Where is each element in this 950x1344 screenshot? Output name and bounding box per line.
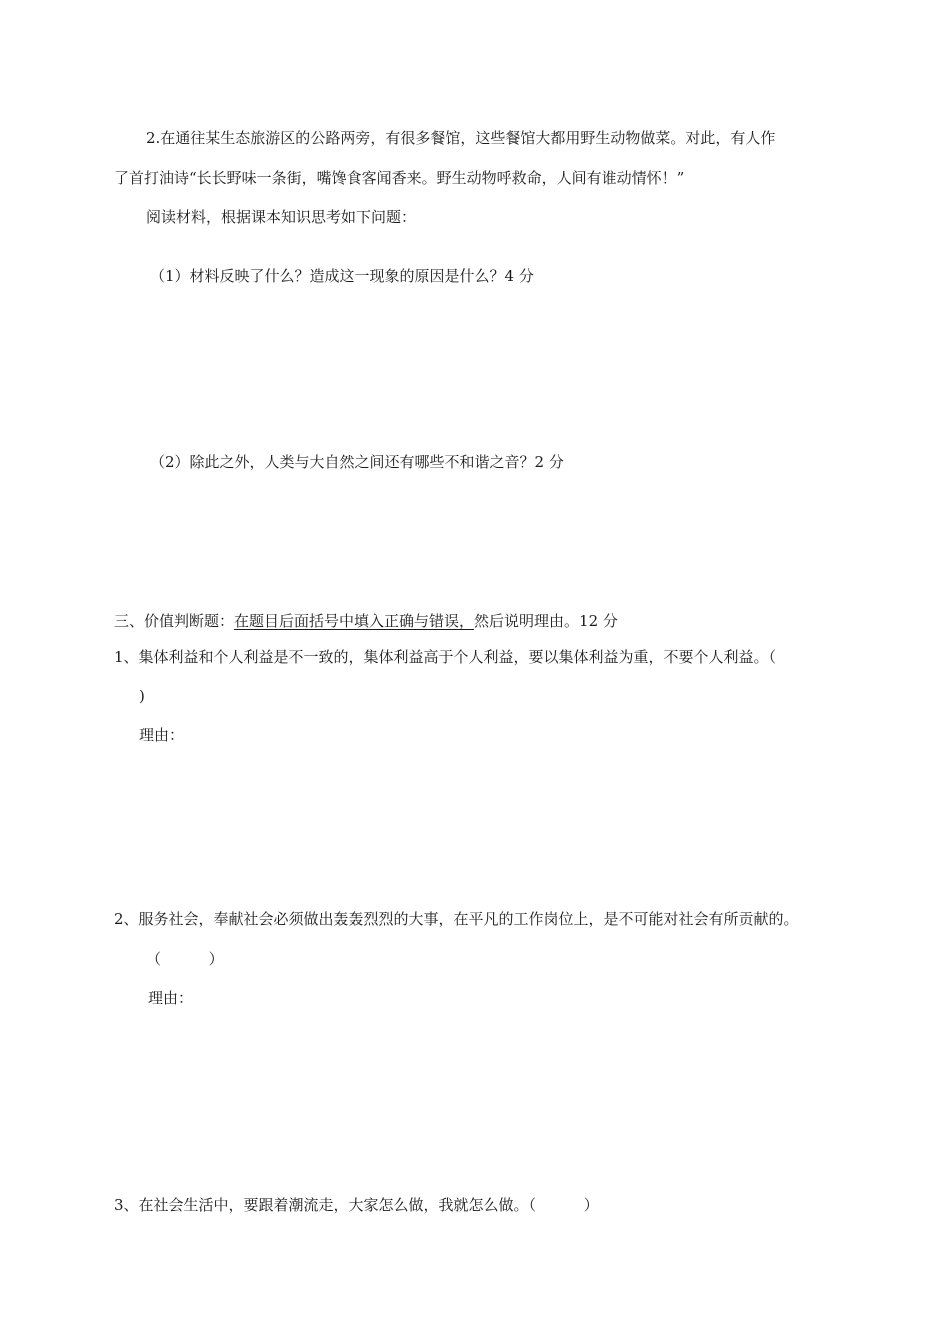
item-1-answer-bracket: ) [139, 687, 145, 705]
section-3-heading [114, 611, 618, 631]
item-2-statement: 2、服务社会，奉献社会必须做出轰轰烈烈的大事，在平凡的工作岗位上，是不可能对社会有所贡献的。 [114, 910, 799, 928]
question-2-sub-1: （1）材料反映了什么？造成这一现象的原因是什么？4 分 [150, 267, 534, 285]
question-2-instruction: 阅读材料，根据课本知识思考如下问题： [146, 208, 417, 226]
section-3-suffix: 然后说明理由。12 分 [474, 612, 618, 630]
item-2-answer-bracket: （ ） [146, 950, 224, 968]
item-1-statement: 1、集体利益和个人利益是不一致的，集体利益高于个人利益，要以集体利益为重，不要个人利益。（ [114, 648, 777, 666]
item-3-statement: 3、在社会生活中，要跟着潮流走，大家怎么做，我就怎么做。（ ） [114, 1196, 599, 1214]
question-2-line-2: 了首打油诗“长长野味一条街，嘴馋食客闻香来。野生动物呼救命，人间有谁动情怀！” [114, 169, 685, 187]
question-2-line-1: 2.在通往某生态旅游区的公路两旁，有很多餐馆，这些餐馆大都用野生动物做菜。对此，有人作 [146, 129, 776, 147]
section-3-underlined-instruction: 在题目后面括号中填入正确与错误， [234, 612, 475, 630]
item-1-reason-label: 理由： [139, 726, 185, 744]
section-3-prefix: 三、价值判断题： [114, 612, 235, 630]
item-2-reason-label: 理由： [148, 989, 194, 1007]
question-2-sub-2: （2）除此之外，人类与大自然之间还有哪些不和谐之音？2 分 [150, 453, 564, 471]
